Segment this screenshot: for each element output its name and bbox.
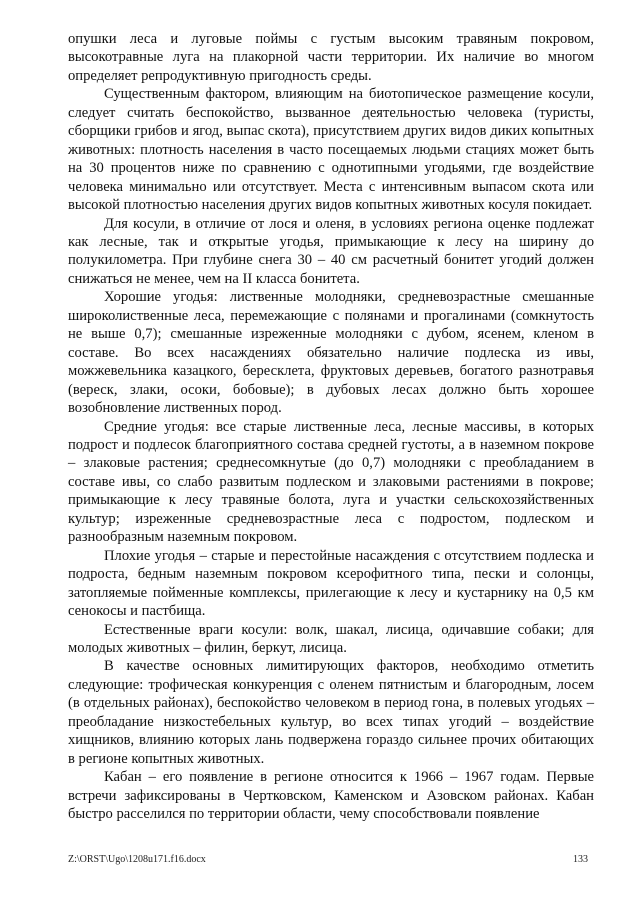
paragraph-wild-boar: Кабан – его появление в регионе относится к 1966 – 1967 годам. Первые встречи зафиксированы в Чертковском, Каменском и Азовском районах. Кабан быстро расселился по территории области, чему способствовали появление [68,769,594,823]
paragraph-natural-enemies: Естественные враги косули: волк, шакал, лисица, одичавшие собаки; для молодых животных – филин, беркут, лисица. [68,621,594,656]
document-body [68,30,594,823]
paragraph-good-habitats: Хорошие угодья: лиственные молодняки, средневозрастные смешанные широколиственные леса, перемежающие с полянами и прогалинами (сомкнутость не выше 0,7); смешанные изреженные молодняки с дубом, ясенем, кленом в составе. Во всех насаждениях обязательно наличие подлеска из ивы, можжевельника казацкого, бересклета, фруктовых деревьев, богатого разнотравья (вереск, злаки, осоки, бобовые); в дубовых лесах должно быть хорошее возобновление лиственных пород. [68,289,594,417]
paragraph-medium-habitats: Средние угодья: все старые лиственные леса, лесные массивы, в которых подрост и подлесок благоприятного состава средней густоты, а в наземном покрове – злаковые растения; среднесомкнутые (до 0,7) молодняки с преобладанием в составе ивы, со слабо развитым подлеском и злаковыми растениями в покрове; примыкающие к лесу травяные болота, луга и участки сельскохозяйственных культур; изреженные средневозрастные леса с подростом, подлеском и разнообразным наземным покровом. [68,418,594,546]
file-path: Z:\ORST\Ugo\1208u171.f16.docx [68,854,206,865]
paragraph-poor-habitats: Плохие угодья – старые и перестойные насаждения с отсутствием подлеска и подроста, бедным наземным покровом ксерофитного типа, пески и солонцы, затопляемые пойменные комплексы, прилегающие к лесу и кустарнику на 0,5 км сенокосы и пастбища. [68,547,594,620]
page-number: 133 [573,854,588,865]
paragraph-habitat-assessment: Для косули, в отличие от лося и оленя, в условиях региона оценке подлежат как лесные, так и открытые угодья, примыкающие к лесу на ширину до полукилометра. При глубине снега 30 – 40 см расчетный бонитет угодий должен снижаться не менее, чем на II класса бонитета. [68,215,594,287]
paragraph-disturbance-factor: Существенным фактором, влияющим на биотопическое размещение косули, следует считать беспокойство, вызванное деятельностью человека (туристы, сборщики грибов и ягод, выпас скота), присутствием других видов диких копытных животных: плотность населения в часто посещаемых людьми стациях может быть на 30 процентов ниже по сравнению с однотипными угодьями, где воздействие человека минимально или отсутствует. Места с интенсивным выпасом скота или высокой плотностью населения других видов копытных животных косуля покидает. [68,86,594,214]
paragraph-continuation: опушки леса и луговые поймы с густым высоким травяным покровом, высокотравные луга на плакорной части территории. Их наличие во многом определяет репродуктивную пригодность среды. [68,31,594,84]
paragraph-limiting-factors: В качестве основных лимитирующих факторов, необходимо отметить следующие: трофическая конкуренция с оленем пятнистым и благородным, лосем (в отдельных районах), беспокойство человеком в период гона, в полевых угодьях – преобладание низкостебельных культур, во всех типах угодий – воздействие хищников, влиянию которых лань подвержена гораздо сильнее прочих обитающих в регионе копытных животных. [68,658,594,767]
